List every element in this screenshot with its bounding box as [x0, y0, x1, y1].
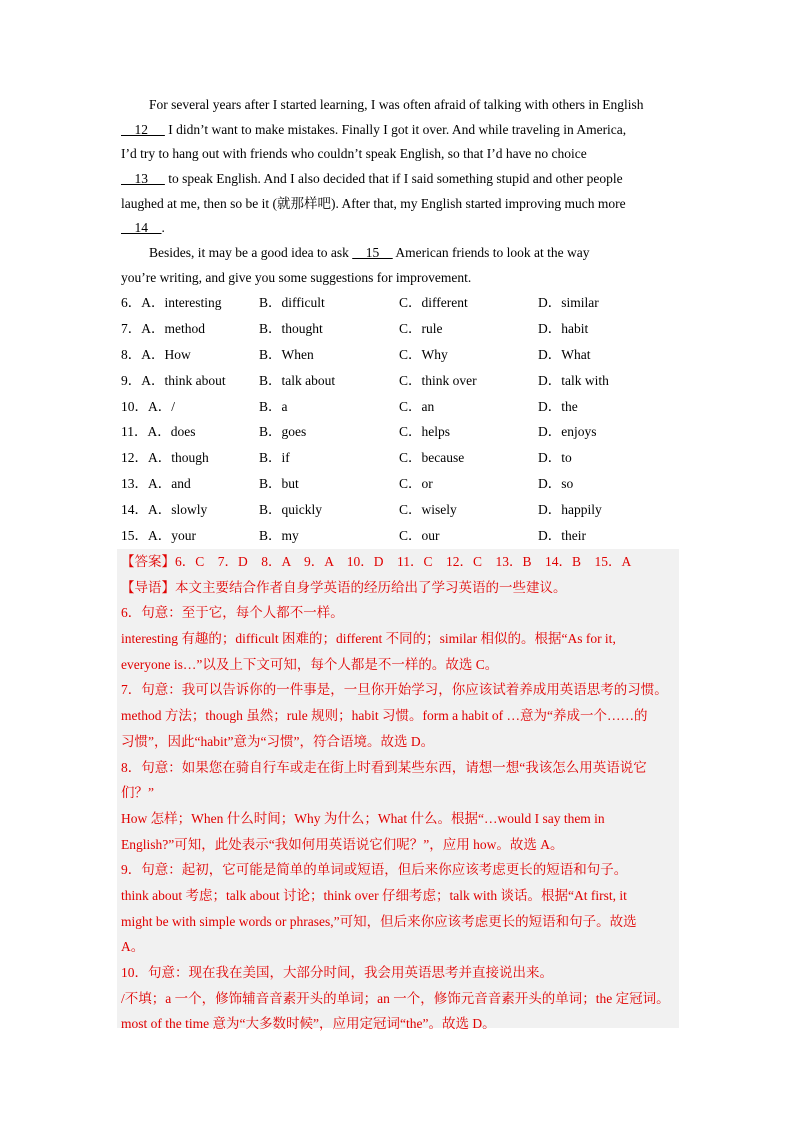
blank-12: 12 — [121, 121, 165, 137]
passage-line — [121, 216, 681, 241]
option-d: D．so — [538, 476, 574, 492]
answer-key: 【答案】6．C 7．D 8．A 9．A 10．D 11．C 12．C 13．B 14．B 15．A — [121, 554, 632, 569]
option-b: B．difficult — [259, 295, 325, 310]
passage-line — [121, 167, 681, 192]
option-d: D．similar — [538, 295, 599, 310]
option-c: C．rule — [399, 320, 443, 336]
option-b: B．thought — [259, 320, 323, 336]
option-a: 9．A．think about — [121, 372, 226, 388]
option-a: 15．A．your — [121, 528, 196, 544]
option-a: 14．A．slowly — [121, 502, 208, 518]
explanation-line: 10．句意：现在我在美国，大部分时间，我会用英语思考并直接说出来。 — [121, 965, 553, 980]
option-d: D．enjoys — [538, 424, 597, 440]
option-b: B．if — [259, 450, 290, 466]
explanation-line: method 方法；though 虽然；rule 规则；habit 习惯。form a habit of …意为“养成一个……的 — [121, 708, 648, 724]
option-a: 8．A．How — [121, 346, 191, 362]
option-d: D．talk with — [538, 372, 609, 388]
option-a: 10．A．/ — [121, 398, 175, 414]
explanation-line: 8．句意：如果您在骑自行车或走在街上时看到某些东西，请想一想“我该怎么用英语说它 — [121, 759, 647, 775]
option-a: 7．A．method — [121, 320, 205, 336]
blank-14: 14 — [121, 220, 162, 236]
explanation-line: 6．句意：至于它，每个人都不一样。 — [121, 605, 344, 621]
option-d: D．the — [538, 398, 578, 414]
option-b: B．a — [259, 398, 288, 414]
explanation-line: everyone is…”以及上下文可知，每个人都是不一样的。故选 C。 — [121, 656, 499, 672]
option-b: B．When — [259, 346, 314, 362]
explanation-line: most of the time 意为“大多数时候”，应用定冠词“the”。故选 D。 — [121, 1016, 496, 1032]
explanation-line: How 怎样；When 什么时间；Why 为什么；What 什么。根据“…would I say them in — [121, 810, 605, 826]
option-c: C．Why — [399, 346, 448, 362]
explanation-line: 们？” — [121, 785, 154, 801]
explanation-line: 7．句意：我可以告诉你的一件事是，一旦你开始学习，你应该试着养成用英语思考的习惯。 — [121, 682, 668, 698]
option-c: C．helps — [399, 424, 451, 440]
reading-passage — [121, 93, 681, 291]
option-b: B．goes — [259, 424, 307, 440]
explanation-line: interesting 有趣的；difficult 困难的；different 不同的；similar 相似的。根据“As for it, — [121, 631, 616, 647]
option-c: C．because — [399, 450, 465, 466]
option-b: B．quickly — [259, 502, 322, 518]
passage-line: you’re writing, and give you some suggestions for improvement. — [121, 269, 472, 285]
explanation-line: English?”可知，此处表示“我如何用英语说它们呢？”，应用 how。故选 A。 — [121, 836, 564, 852]
blank-15: 15 — [352, 245, 393, 261]
option-a: 6．A．interesting — [121, 295, 222, 310]
passage-text: Besides, it may be a good idea to ask — [149, 245, 353, 261]
explanation-line: 9．句意：起初，它可能是简单的单词或短语，但后来你应该考虑更长的短语和句子。 — [121, 862, 628, 878]
explanation-line: /不填；a 一个，修饰辅音音素开头的单词；an 一个，修饰元音音素开头的单词；the 定冠词。 — [121, 990, 670, 1006]
answer-explanation-box — [117, 549, 679, 1032]
option-c: C．an — [399, 398, 435, 414]
explanation-line: think about 考虑；talk about 讨论；think over 仔细考虑；talk with 谈话。根据“At first, it — [121, 887, 627, 903]
blank-13: 13 — [121, 171, 165, 187]
passage-text: . — [161, 220, 165, 236]
passage-line — [121, 241, 681, 266]
passage-text: American friends to look at the way — [392, 245, 590, 261]
option-d: D．habit — [538, 320, 589, 336]
explanation-line: A。 — [121, 939, 145, 955]
passage-line: laughed at me, then so be it (就那样吧). After that, my English started improving much more — [121, 195, 626, 211]
option-b: B．talk about — [259, 372, 336, 388]
passage-line: For several years after I started learning, I was often afraid of talking with others in English — [149, 97, 644, 112]
option-a: 13．A．and — [121, 476, 191, 492]
option-a: 12．A．though — [121, 450, 209, 466]
explanation-line: might be with simple words or phrases,”可知，但后来你应该考虑更长的短语和句子。故选 — [121, 913, 637, 929]
option-b: B．my — [259, 528, 299, 544]
explanation-line: 习惯”，因此“habit”意为“习惯”，符合语境。故选 D。 — [121, 733, 435, 749]
passage-text: to speak English. And I also decided that if I said something stupid and other people — [164, 171, 623, 187]
guide-summary: 【导语】本文主要结合作者自身学英语的经历给出了学习英语的一些建议。 — [121, 579, 567, 595]
option-c: C．different — [399, 295, 468, 310]
option-d: D．happily — [538, 502, 602, 518]
passage-text: I didn’t want to make mistakes. Finally I got it over. And while traveling in America, — [164, 121, 627, 137]
option-c: C．think over — [399, 372, 477, 388]
passage-line — [121, 118, 681, 143]
option-d: D．to — [538, 450, 572, 466]
option-c: C．or — [399, 476, 433, 492]
option-a: 11．A．does — [121, 424, 196, 440]
option-b: B．but — [259, 476, 299, 492]
option-d: D．their — [538, 528, 586, 544]
option-c: C．our — [399, 528, 440, 544]
passage-line: I’d try to hang out with friends who couldn’t speak English, so that I’d have no choice — [121, 146, 587, 162]
option-c: C．wisely — [399, 502, 457, 518]
option-d: D．What — [538, 346, 591, 362]
